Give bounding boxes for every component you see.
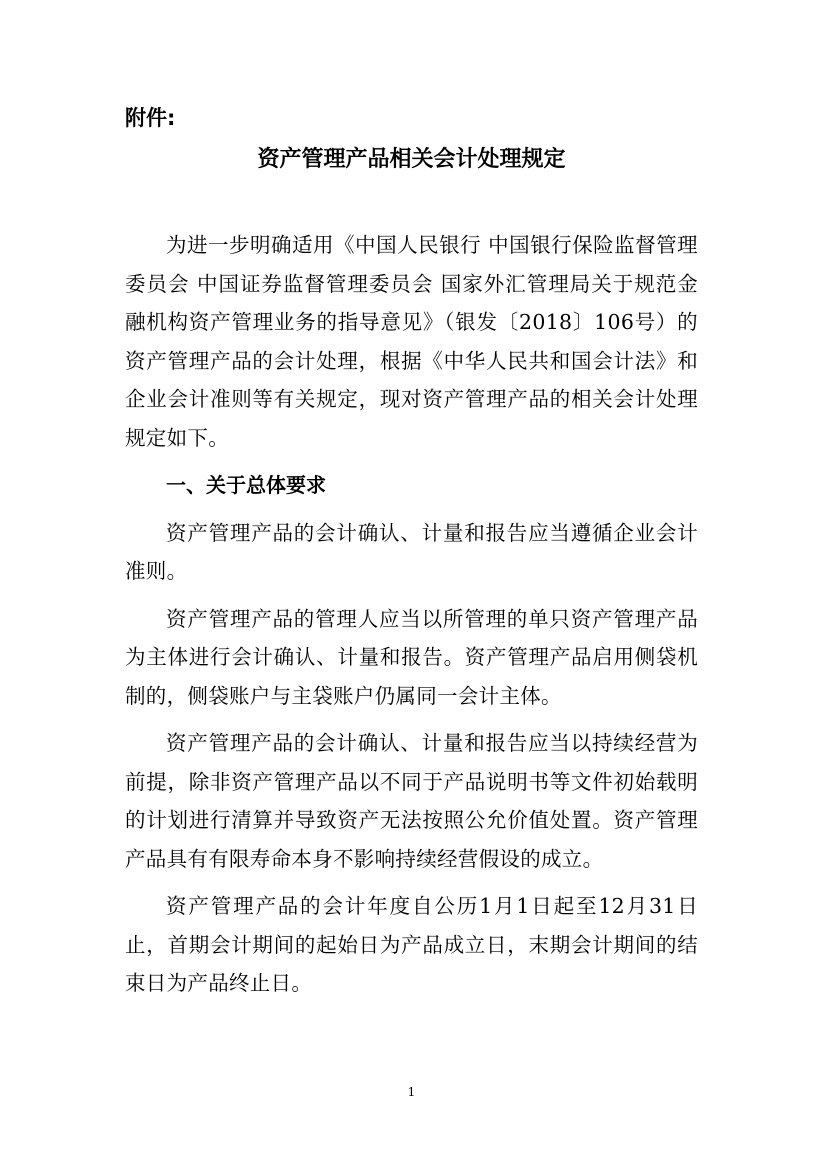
body-paragraph: 资产管理产品的管理人应当以所管理的单只资产管理产品为主体进行会计确认、计量和报告。资产管理产品启用侧袋机制的，侧袋账户与主袋账户仍属同一会计主体。 (125, 606, 698, 708)
attachment-label: 附件: (125, 106, 176, 130)
body-paragraph: 资产管理产品的会计年度自公历1月1日起至12月31日止，首期会计期间的起始日为产品成立日，末期会计期间的结束日为产品终止日。 (125, 894, 698, 995)
page-number: 1 (407, 1085, 416, 1099)
body-paragraph: 资产管理产品的会计确认、计量和报告应当以持续经营为前提，除非资产管理产品以不同于产品说明书等文件初始载明的计划进行清算并导致资产无法按照公允价值处置。资产管理产品具有有限寿命本身不影响持续经营假设的成立。 (125, 731, 698, 871)
section-heading: 一、关于总体要求 (166, 473, 326, 497)
intro-paragraph: 为进一步明确适用《中国人民银行 中国银行保险监督管理委员会 中国证券监督管理委员会 国家外汇管理局关于规范金融机构资产管理业务的指导意见》（银发〔2018〕106号）的资产管理产品的会计处理，根据《中华人民共和国会计法》和企业会计准则等有关规定，现对资产管理产品的相关会计处理规定如下。 (125, 233, 698, 450)
document-body (125, 226, 698, 1003)
document-title: 资产管理产品相关会计处理规定 (257, 147, 566, 172)
body-paragraph: 资产管理产品的会计确认、计量和报告应当遵循企业会计准则。 (125, 520, 698, 583)
